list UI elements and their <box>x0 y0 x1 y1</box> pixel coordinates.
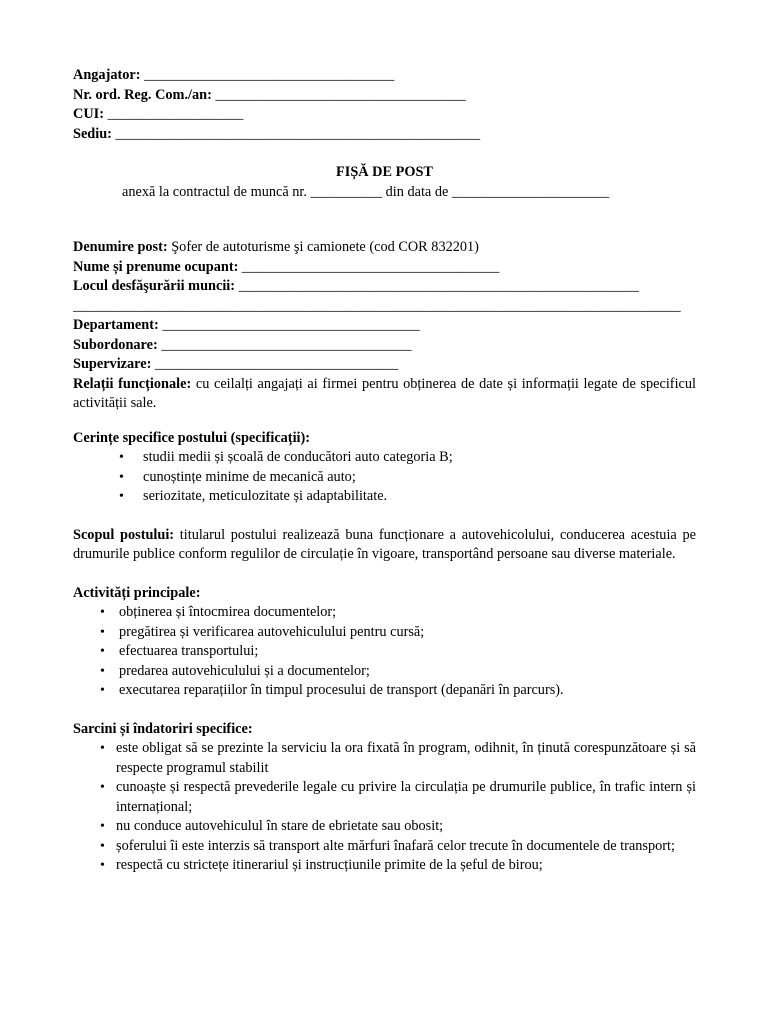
document-title: FIȘĂ DE POST <box>336 164 433 180</box>
sediu-row <box>73 125 696 145</box>
sarcini-list <box>73 739 696 876</box>
list-item: • cunoaște și respectă prevederile legale cu privire la circulația pe drumurile publice, în trafic intern și internațional; <box>73 778 696 817</box>
sediu-field[interactable]: ___________________________________________________ <box>115 125 481 142</box>
departament-field[interactable]: ____________________________________ <box>158 317 420 333</box>
scopul-label: Scopul postului: <box>73 526 175 543</box>
list-item: • executarea reparațiilor în timpul procesului de transport (depanări în parcurs). <box>73 681 696 701</box>
list-item: • studii medii și școală de conducători auto categoria B; <box>73 448 696 468</box>
document-page <box>73 66 696 876</box>
sarcini-heading: Sarcini și îndatoriri specifice: <box>73 720 253 737</box>
locul-label: Locul desfăşurării muncii: <box>73 278 236 294</box>
list-item: • pregătirea și verificarea autovehiculului pentru cursă; <box>73 623 696 643</box>
cui-row <box>73 105 696 125</box>
angajator-label: Angajator: <box>73 67 141 83</box>
sediu-label: Sediu: <box>73 125 112 142</box>
nume-label: Nume și prenume ocupant: <box>73 258 239 275</box>
relatii-paragraph <box>73 375 696 414</box>
denumire-value: Şofer de autoturisme şi camionete (cod COR 832201) <box>167 239 479 255</box>
nr-ord-row <box>73 86 696 106</box>
scopul-paragraph <box>73 526 696 565</box>
supervizare-row <box>73 355 696 375</box>
cui-label: CUI: <box>73 106 104 122</box>
nume-field[interactable]: ____________________________________ <box>238 258 500 275</box>
relatii-label: Relații funcționale: <box>73 375 192 392</box>
list-item: • șoferului îi este interzis să transport alte mărfuri înafară celor trecute în documentele de transport; <box>73 837 696 857</box>
activitati-heading: Activități principale: <box>73 584 201 601</box>
nume-row <box>73 258 696 278</box>
list-item: • este obligat să se prezinte la serviciu la ora fixată în program, odihnit, în ținută corespunzătoare și să respecte programul stabilit <box>73 739 696 778</box>
list-item: • obținerea și întocmirea documentelor; <box>73 603 696 623</box>
locul-field[interactable]: ________________________________________________________ <box>235 278 639 294</box>
subordonare-label: Subordonare: <box>73 336 158 353</box>
subordonare-field[interactable]: ___________________________________ <box>157 336 412 353</box>
list-item: • predarea autovehiculului și a documentelor; <box>73 662 696 682</box>
locul-field-continuation[interactable]: _____________________________________________________________________________________ <box>73 297 681 314</box>
angajator-field[interactable]: ___________________________________ <box>144 67 395 83</box>
list-item: • cunoștințe minime de mecanică auto; <box>73 468 696 488</box>
list-item: • seriozitate, meticulozitate și adaptabilitate. <box>73 487 696 507</box>
document-subtitle: anexă la contractul de muncă nr. __________ din data de ______________________ <box>122 183 610 200</box>
cerinte-list <box>73 448 696 507</box>
denumire-row <box>73 238 696 258</box>
relatii-text: cu ceilalți angajați ai firmei pentru obținerea de date și informații legate de specificul activității sale. <box>73 375 697 411</box>
list-item: • nu conduce autovehiculul în stare de ebrietate sau obosit; <box>73 817 696 837</box>
scopul-text: titularul postului realizează buna funcționare a autovehicolului, conducerea acestuia pe drumurile publice conform regulilor de circulație în vigoare, transportând persoane sau diverse materiale. <box>73 526 696 562</box>
angajator-row <box>73 66 696 86</box>
supervizare-label: Supervizare: <box>73 356 152 372</box>
locul-row <box>73 277 696 297</box>
activitati-list <box>73 603 696 701</box>
departament-row <box>73 316 696 336</box>
departament-label: Departament: <box>73 317 159 333</box>
denumire-label: Denumire post: <box>73 239 168 255</box>
cui-field[interactable]: ___________________ <box>107 106 244 122</box>
list-item: • respectă cu strictețe itinerariul și instrucțiunile primite de la șeful de birou; <box>73 856 696 876</box>
supervizare-field[interactable]: __________________________________ <box>151 356 398 372</box>
nr-ord-label: Nr. ord. Reg. Com./an: <box>73 86 212 103</box>
cerinte-heading: Cerințe specifice postului (specificații): <box>73 429 311 446</box>
list-item: • efectuarea transportului; <box>73 642 696 662</box>
subordonare-row <box>73 336 696 356</box>
nr-ord-field[interactable]: ___________________________________ <box>215 86 466 103</box>
